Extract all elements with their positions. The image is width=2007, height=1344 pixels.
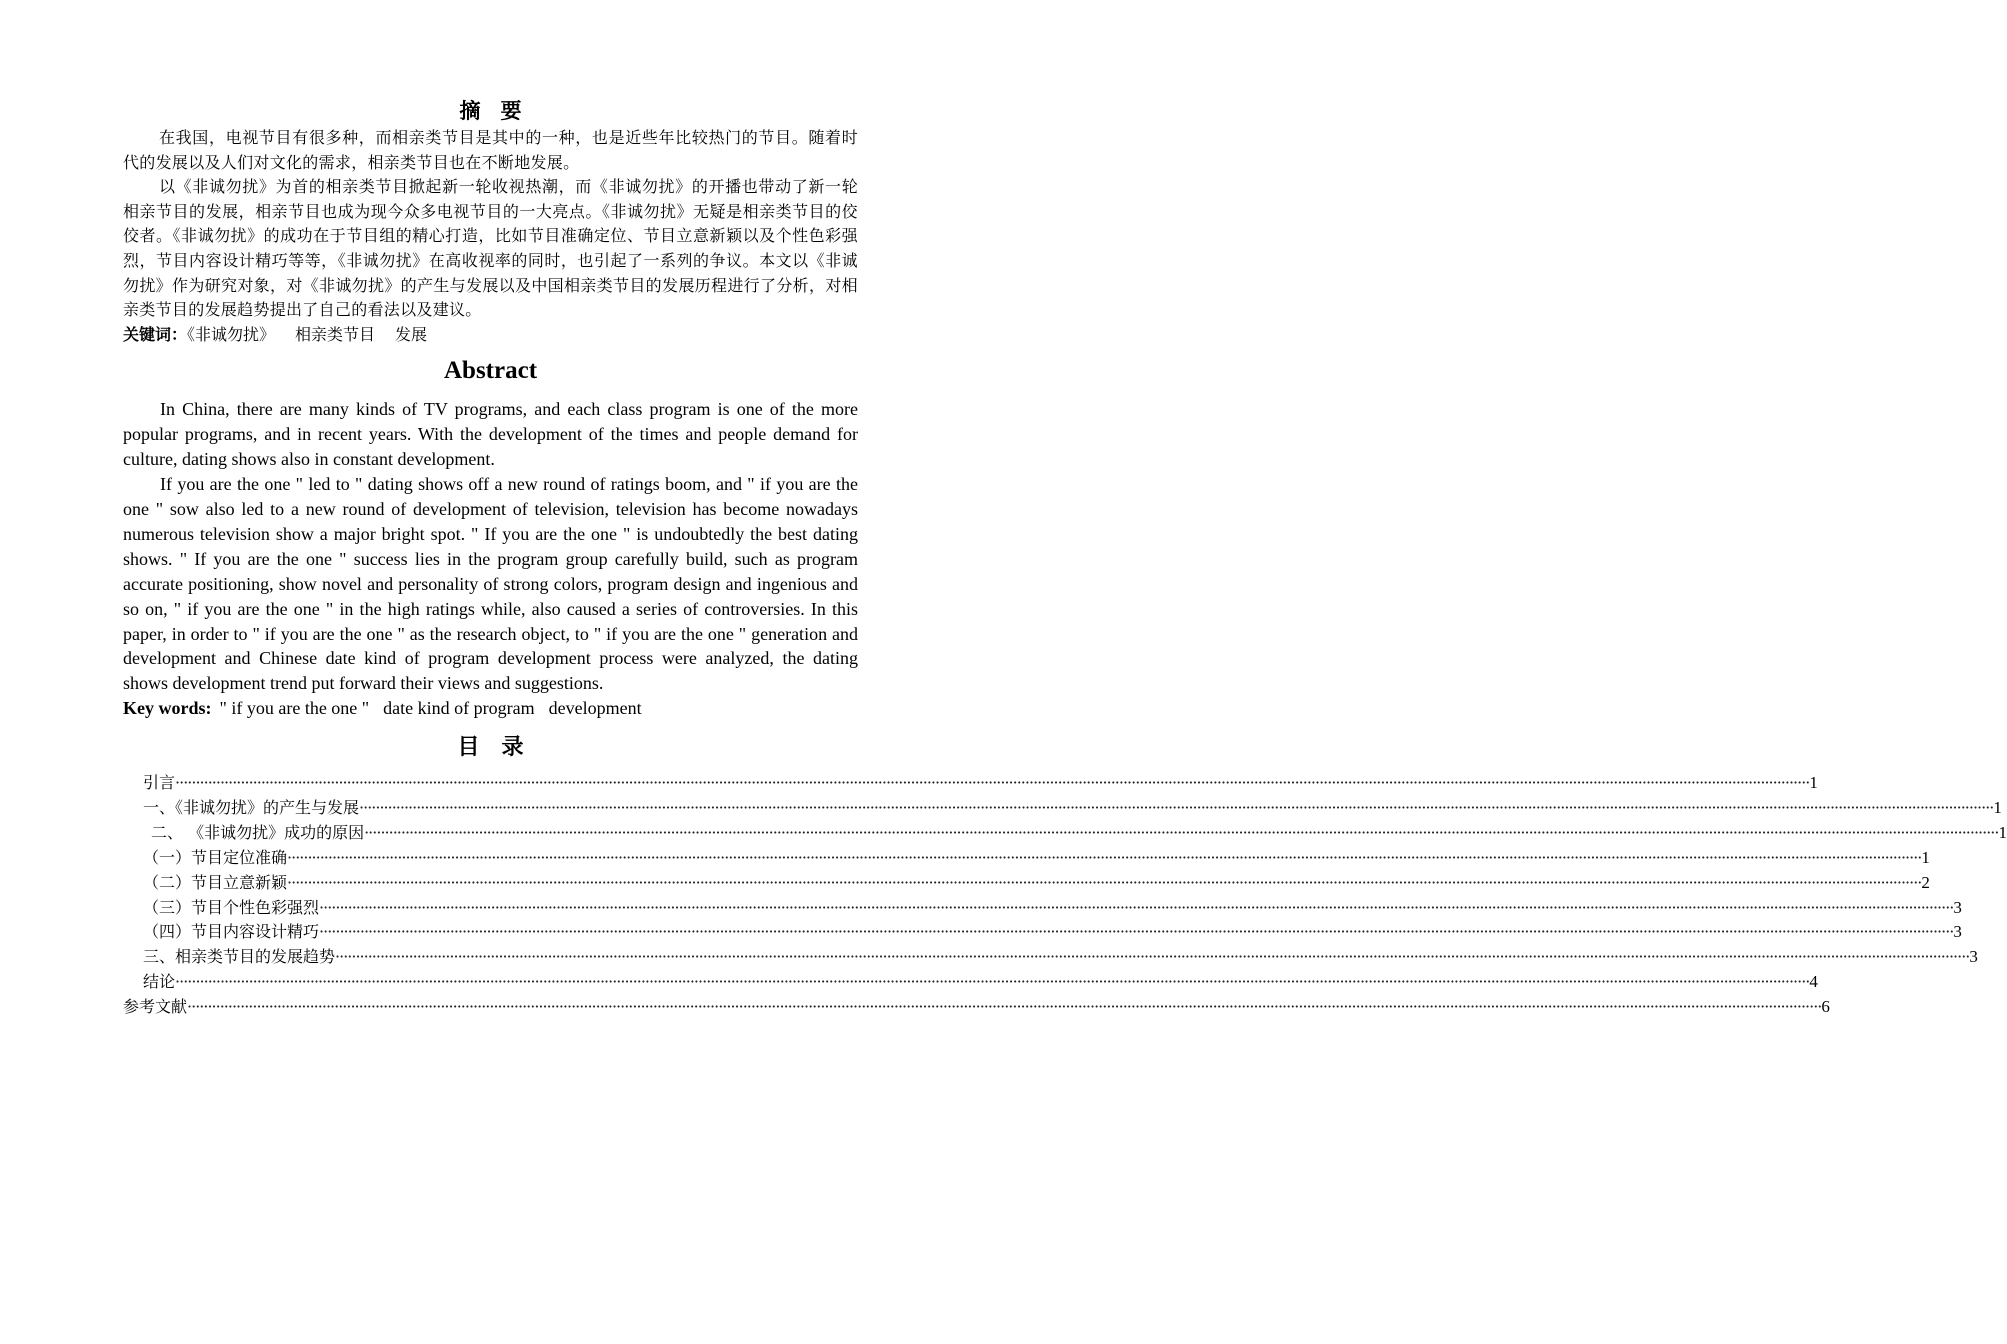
toc-entry-label: 参考文献 (123, 997, 188, 1017)
abstract-cn-paragraph: 以《非诚勿扰》为首的相亲类节目掀起新一轮收视热潮，而《非诚勿扰》的开播也带动了新一轮相亲节目的发展，相亲节目也成为现今众多电视节目的一大亮点。《非诚勿扰》无疑是相亲类节目的佼佼者。《非诚勿扰》的成功在于节目组的精心打造，比如节目准确定位、节目立意新颖以及个性色彩强烈，节目内容设计精巧等等，《非诚勿扰》在高收视率的同时，也引起了一系列的争议。本文以《非诚勿扰》作为研究对象，对《非诚勿扰》的产生与发展以及中国相亲类节目的发展历程进行了分析，对相亲类节目的发展趋势提出了自己的看法以及建议。 (123, 177, 858, 320)
abstract-en-title: Abstract (443, 357, 538, 385)
toc-entry-page: 1 (1993, 798, 2002, 818)
toc-entry-label: 一、《非诚勿扰》的产生与发展 (143, 798, 360, 818)
toc-entry[interactable] (123, 796, 2002, 821)
abstract-en-paragraph: In China, there are many kinds of TV programs, and each class program is one of the more popular programs, and in recent years. With the development of the times and people demand for culture, dating shows also in constant development. (123, 399, 858, 470)
toc-entry[interactable] (123, 821, 2007, 846)
toc-leader-dots: ················································································································································································································································································································································································································ (319, 922, 1954, 942)
toc-leader-dots: ················································································································································································································································································································································································································ (364, 822, 1999, 842)
toc-entry-page: 6 (1821, 997, 1830, 1017)
abstract-en-paragraph: If you are the one " led to " dating shows off a new round of ratings boom, and " if you are the one " sow also led to a new round of development of television, television has become nowadays numerous television show a major bright spot. " If you are the one " is undoubtedly the best dating shows. " If you are the one " success lies in the program group carefully build, such as program accurate positioning, show novel and personality of strong colors, program design and ingenious and so on, " if you are the one " in the high ratings while, also caused a series of controversies. In this paper, in order to " if you are the one " as the research object, to " if you are the one " generation and development and Chinese date kind of program development process were analyzed, the dating shows development trend put forward their views and suggestions. (123, 474, 858, 694)
keywords-cn (123, 323, 858, 348)
keywords-cn-label: 关键词： (123, 324, 188, 344)
toc-entry-page: 1 (1998, 822, 2007, 842)
toc-entry-page: 2 (1921, 872, 1930, 892)
toc-entry[interactable] (123, 995, 1830, 1020)
toc-entry-label: 三、相亲类节目的发展趋势 (143, 947, 336, 967)
toc-entry[interactable] (123, 771, 1818, 796)
toc-entry-page: 1 (1921, 847, 1930, 867)
toc-leader-dots: ················································································································································································································································································································································································································ (287, 847, 1922, 867)
keywords-en-label: Key words: (123, 698, 212, 719)
toc-entry-label: 二、 《非诚勿扰》成功的原因 (151, 822, 365, 842)
toc-entry[interactable] (123, 871, 1930, 896)
toc-title: 目录 (457, 735, 546, 761)
toc-entry-label: （四）节目内容设计精巧 (143, 922, 320, 942)
toc-entry[interactable] (123, 896, 1962, 921)
abstract-cn-paragraph: 在我国，电视节目有很多种，而相亲类节目是其中的一种，也是近些年比较热门的节目。随着时代的发展以及人们对文化的需求，相亲类节目也在不断地发展。 (123, 128, 858, 172)
toc-entry[interactable] (123, 970, 1818, 995)
abstract-cn-title: 摘要 (459, 99, 542, 123)
toc-entry-label: 引言 (143, 773, 176, 793)
toc-leader-dots: ················································································································································································································································································································································································································ (319, 897, 1954, 917)
toc-entry-page: 3 (1969, 947, 1978, 967)
toc-leader-dots: ················································································································································································································································································································································································································ (359, 798, 1994, 818)
toc-entry-page: 3 (1953, 897, 1962, 917)
toc-entry[interactable] (123, 920, 1962, 945)
keywords-en (123, 696, 858, 721)
toc-entry[interactable] (123, 945, 1978, 970)
toc-leader-dots: ················································································································································································································································································································································································································ (175, 773, 1810, 793)
toc-entry-page: 4 (1809, 972, 1818, 992)
toc-entry-label: （一）节目定位准确 (143, 847, 288, 867)
keyword-en: development (548, 698, 642, 719)
toc-list (123, 771, 2007, 1020)
keyword-en: date kind of program (383, 698, 535, 719)
toc-leader-dots: ················································································································································································································································································································································································································ (187, 997, 1822, 1017)
toc-entry-label: （二）节目立意新颖 (143, 872, 288, 892)
keyword-cn: 《非诚勿扰》 (187, 324, 276, 344)
toc-leader-dots: ················································································································································································································································································································································································································ (175, 972, 1810, 992)
toc-leader-dots: ················································································································································································································································································································································································································ (287, 872, 1922, 892)
toc-entry-label: （三）节目个性色彩强烈 (143, 897, 320, 917)
keyword-cn: 发展 (395, 324, 428, 344)
keyword-cn: 相亲类节目 (295, 324, 376, 344)
document-page (123, 96, 2007, 1020)
toc-entry-page: 1 (1809, 773, 1818, 793)
keyword-en: " if you are the one " (219, 698, 370, 719)
toc-entry[interactable] (123, 846, 1930, 871)
toc-leader-dots: ················································································································································································································································································································································································································ (335, 947, 1970, 967)
toc-entry-label: 结论 (143, 972, 176, 992)
toc-entry-page: 3 (1953, 922, 1962, 942)
